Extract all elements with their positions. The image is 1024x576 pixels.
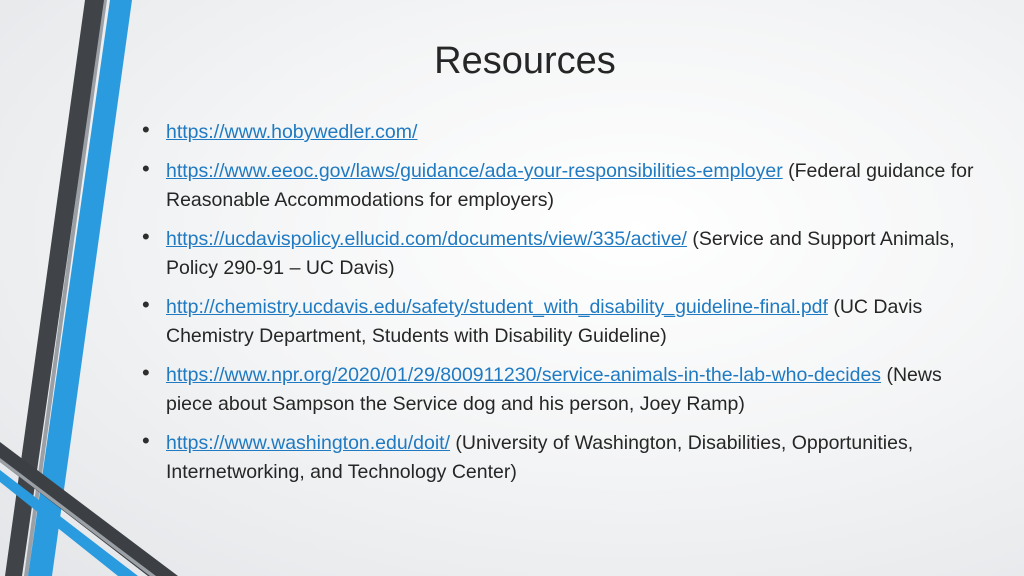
resource-link-washington-doit[interactable]: https://www.washington.edu/doit/ <box>166 432 450 454</box>
resource-description: (News piece about Sampson the Service dog and his person, Joey Ramp) <box>166 364 942 415</box>
list-item <box>142 361 982 419</box>
list-item <box>142 157 982 215</box>
resource-link-ucdavis-chemistry[interactable]: http://chemistry.ucdavis.edu/safety/student_with_disability_guideline-final.pdf <box>166 296 828 318</box>
resource-description: (Federal guidance for Reasonable Accommodations for employers) <box>166 160 974 211</box>
list-item <box>142 118 982 147</box>
bullet-icon: • <box>142 428 150 453</box>
bullet-icon: • <box>142 360 150 385</box>
bullet-icon: • <box>142 117 150 142</box>
slide-title: Resources <box>434 40 616 82</box>
list-item <box>142 225 982 283</box>
resource-link-eeoc[interactable]: https://www.eeoc.gov/laws/guidance/ada-your-responsibilities-employer <box>166 160 783 182</box>
list-item <box>142 293 982 351</box>
resource-link-ucdavis-policy[interactable]: https://ucdavispolicy.ellucid.com/documents/view/335/active/ <box>166 228 687 250</box>
bullet-icon: • <box>142 224 150 249</box>
bullet-icon: • <box>142 292 150 317</box>
resource-list <box>142 118 982 497</box>
resource-link-npr[interactable]: https://www.npr.org/2020/01/29/800911230/service-animals-in-the-lab-who-decides <box>166 364 882 386</box>
bullet-icon: • <box>142 156 150 181</box>
resource-description: (Service and Support Animals, Policy 290-91 – UC Davis) <box>166 228 955 279</box>
resource-description: (University of Washington, Disabilities, Opportunities, Internetworking, and Technology Center) <box>166 432 914 483</box>
resource-link-hobywedler[interactable]: https://www.hobywedler.com/ <box>166 121 418 143</box>
resource-description: (UC Davis Chemistry Department, Students with Disability Guideline) <box>166 296 923 347</box>
list-item <box>142 429 982 487</box>
